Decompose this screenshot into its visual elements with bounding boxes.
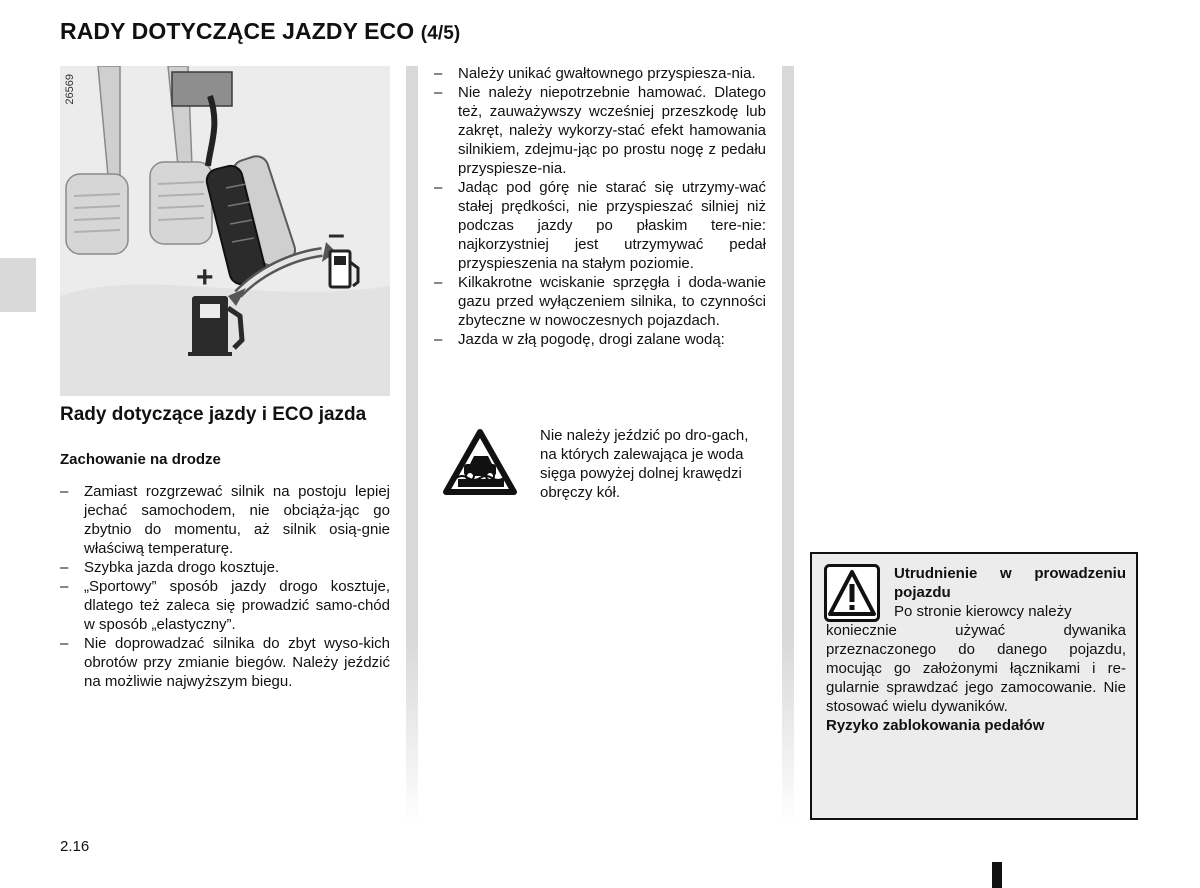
- list-item: – Kilkakrotne wciskanie sprzęgła i doda-wanie gazu przed wyłączeniem silnika, to czynności zbyteczne w nowoczesnych pojazdach.: [434, 273, 766, 330]
- page-title: [60, 18, 460, 45]
- section-heading: Rady dotyczące jazdy i ECO jazda: [60, 404, 367, 425]
- list-item: – Zamiast rozgrzewać silnik na postoju lepiej jechać samochodem, nie obciąża-jąc go zbytnio do momentu, aż silnik osią-gnie właściwą temperaturę.: [60, 482, 390, 558]
- page-part: (4/5): [420, 23, 461, 44]
- plus-sign: +: [196, 261, 214, 294]
- minus-sign: –: [328, 218, 345, 251]
- warning-title: Utrudnienie w prowadzeniu pojazdu: [894, 565, 1126, 601]
- tips-column-2: [434, 64, 766, 349]
- list-item: – Jadąc pod górę nie starać się utrzymy-wać stałej prędkości, nie przyspieszać silniej niż podczas jazdy po płaskim tere-nie: najkorzystniej jest utrzymywać pedał przyspieszenia na stałym poziomie.: [434, 178, 766, 273]
- column-divider: [406, 66, 418, 826]
- chapter-tab: [0, 258, 36, 312]
- list-item: – „Sportowy” sposób jazdy drogo kosztuje, dlatego też zaleca się prowadzić samo-chód w sposób „elastyczny”.: [60, 577, 390, 634]
- warning-box: [810, 552, 1138, 820]
- figure-code: 26569: [64, 74, 76, 105]
- list-item: – Nie doprowadzać silnika do zbyt wyso-kich obrotów przy zmianie biegów. Należy jeździć na możliwie najwyższym biegu.: [60, 634, 390, 691]
- warning-body-first: Po stronie kierowcy należy: [894, 603, 1072, 620]
- warning-body: koniecznie używać dywanika przeznaczonego do danego pojazdu, mocując go założonymi łącznikami i re-gularnie sprawdzać jego zamocowanie. Nie stosować wielu dywaników.: [826, 622, 1126, 715]
- flooded-road-text: Nie należy jeździć po dro-gach, na których zalewająca je woda sięga powyżej dolnej krawędzi obręczy kół.: [540, 427, 749, 501]
- tips-list: [60, 482, 390, 691]
- flooded-road-note: [434, 426, 766, 516]
- flooded-road-icon: [442, 428, 518, 496]
- page-number: 2.16: [60, 838, 90, 855]
- list-item: – Należy unikać gwałtownego przyspiesza-nia.: [434, 64, 766, 83]
- page-title-text: RADY DOTYCZĄCE JAZDY ECO: [60, 18, 415, 44]
- warning-footer: Ryzyko zablokowania pedałów: [826, 717, 1045, 734]
- list-item: – Nie należy niepotrzebnie hamować. Dlatego też, zauważywszy wcześniej przeszkodę lub zakręt, należy wykorzy-stać efekt hamowania silnikiem, zdejmu-jąc po prostu nogę z pedału przyspiesze-nia.: [434, 83, 766, 178]
- list-item: – Szybka jazda drogo kosztuje.: [60, 558, 390, 577]
- pedals-illustration: [60, 66, 390, 396]
- pedals-drawing: [60, 66, 390, 396]
- tips-list-2: [434, 64, 766, 349]
- section-subheading: Zachowanie na drodze: [60, 451, 221, 468]
- column-divider: [782, 66, 794, 826]
- page-corner-mark: [992, 862, 1002, 888]
- eco-section: [60, 400, 390, 691]
- warning-text: [826, 564, 1126, 735]
- list-item: – Jazda w złą pogodę, drogi zalane wodą:: [434, 330, 766, 349]
